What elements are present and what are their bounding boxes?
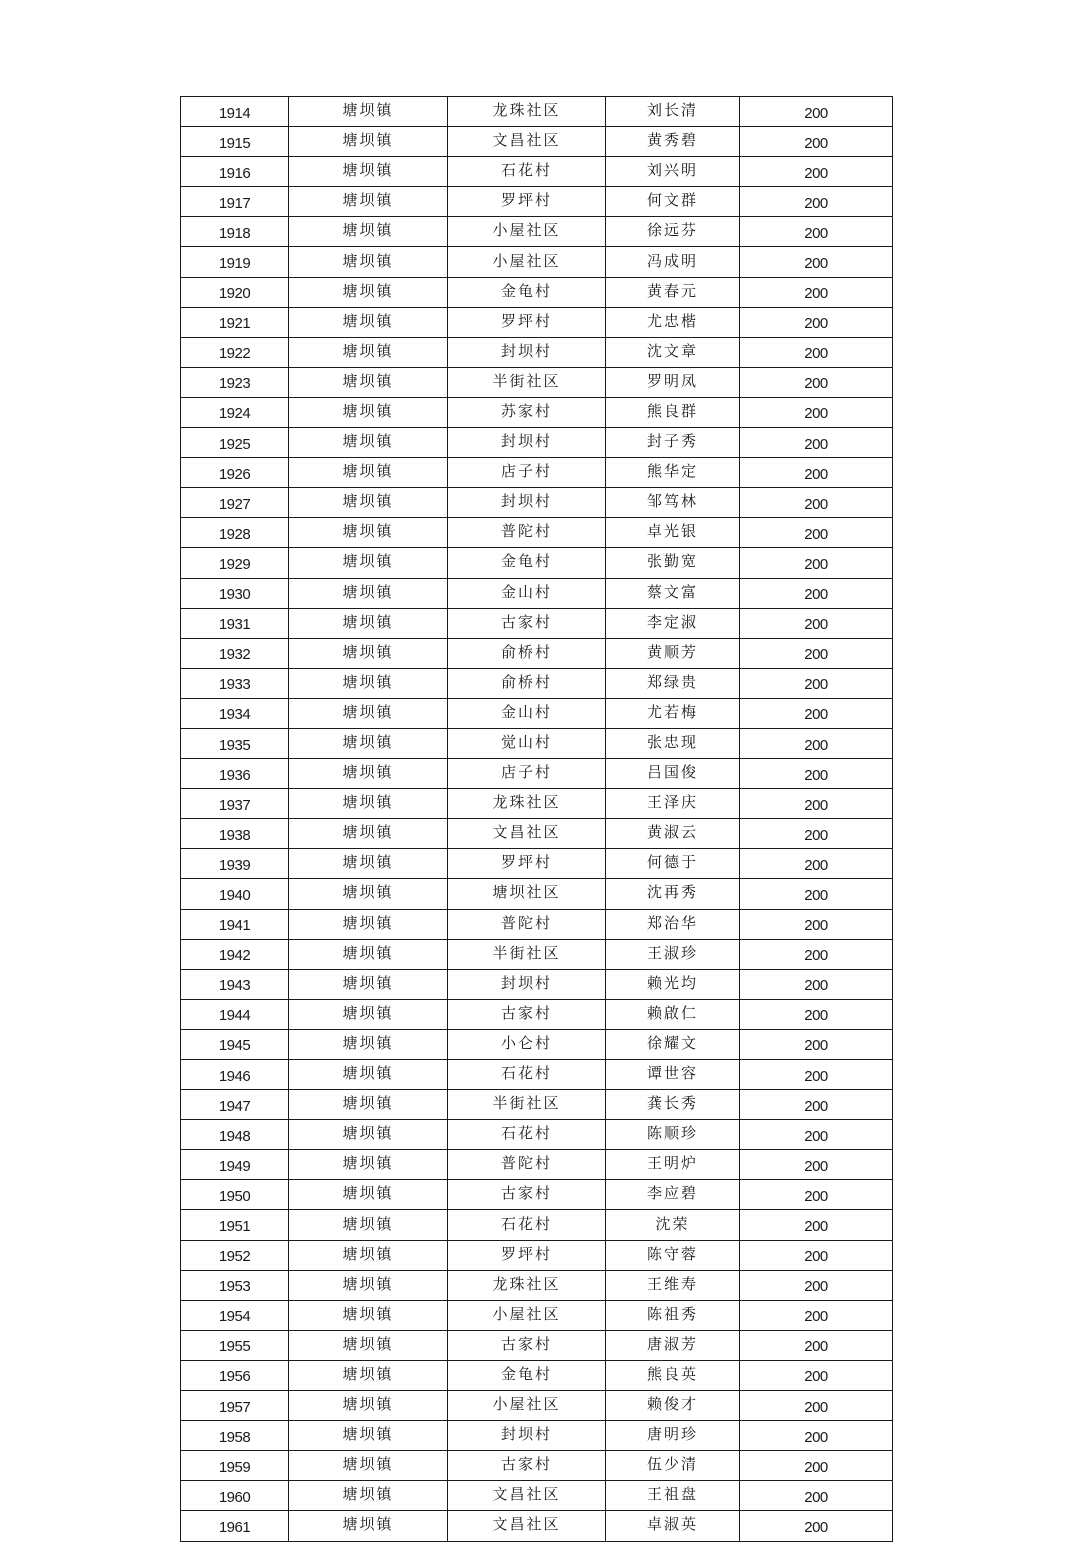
cell-amount: 200 xyxy=(740,1421,893,1451)
cell-town: 塘坝镇 xyxy=(289,127,448,157)
cell-serial-number: 1918 xyxy=(181,217,289,247)
cell-serial-number: 1949 xyxy=(181,1150,289,1180)
table-row xyxy=(181,1180,893,1210)
cell-amount: 200 xyxy=(740,578,893,608)
cell-amount: 200 xyxy=(740,217,893,247)
cell-serial-number: 1941 xyxy=(181,909,289,939)
cell-town: 塘坝镇 xyxy=(289,668,448,698)
cell-town: 塘坝镇 xyxy=(289,909,448,939)
cell-serial-number: 1927 xyxy=(181,488,289,518)
cell-person-name: 尤忠楷 xyxy=(606,307,740,337)
cell-amount: 200 xyxy=(740,668,893,698)
table-row xyxy=(181,759,893,789)
cell-person-name: 王泽庆 xyxy=(606,789,740,819)
cell-person-name: 赖啟仁 xyxy=(606,999,740,1029)
cell-amount: 200 xyxy=(740,1330,893,1360)
cell-amount: 200 xyxy=(740,277,893,307)
cell-serial-number: 1921 xyxy=(181,307,289,337)
cell-village: 小屋社区 xyxy=(448,1300,606,1330)
table-row xyxy=(181,1240,893,1270)
cell-amount: 200 xyxy=(740,909,893,939)
cell-town: 塘坝镇 xyxy=(289,728,448,758)
cell-person-name: 刘兴明 xyxy=(606,157,740,187)
cell-village: 龙珠社区 xyxy=(448,97,606,127)
cell-person-name: 唐明珍 xyxy=(606,1421,740,1451)
cell-village: 古家村 xyxy=(448,608,606,638)
cell-village: 店子村 xyxy=(448,458,606,488)
cell-person-name: 王维寿 xyxy=(606,1270,740,1300)
cell-amount: 200 xyxy=(740,1451,893,1481)
cell-serial-number: 1933 xyxy=(181,668,289,698)
cell-serial-number: 1929 xyxy=(181,548,289,578)
cell-serial-number: 1924 xyxy=(181,397,289,427)
cell-person-name: 陈守蓉 xyxy=(606,1240,740,1270)
cell-amount: 200 xyxy=(740,1210,893,1240)
cell-person-name: 何文群 xyxy=(606,187,740,217)
cell-person-name: 黄秀碧 xyxy=(606,127,740,157)
table-row xyxy=(181,728,893,758)
table-row xyxy=(181,1150,893,1180)
cell-village: 罗坪村 xyxy=(448,849,606,879)
table-row xyxy=(181,1391,893,1421)
cell-amount: 200 xyxy=(740,157,893,187)
cell-serial-number: 1950 xyxy=(181,1180,289,1210)
cell-village: 封坝村 xyxy=(448,969,606,999)
cell-town: 塘坝镇 xyxy=(289,1270,448,1300)
cell-village: 塘坝社区 xyxy=(448,879,606,909)
cell-village: 龙珠社区 xyxy=(448,1270,606,1300)
cell-village: 石花村 xyxy=(448,157,606,187)
cell-person-name: 龚长秀 xyxy=(606,1090,740,1120)
cell-town: 塘坝镇 xyxy=(289,548,448,578)
cell-village: 普陀村 xyxy=(448,909,606,939)
cell-town: 塘坝镇 xyxy=(289,1511,448,1541)
cell-serial-number: 1940 xyxy=(181,879,289,909)
cell-person-name: 沈再秀 xyxy=(606,879,740,909)
cell-town: 塘坝镇 xyxy=(289,939,448,969)
cell-amount: 200 xyxy=(740,1180,893,1210)
table-row xyxy=(181,608,893,638)
cell-town: 塘坝镇 xyxy=(289,458,448,488)
cell-serial-number: 1955 xyxy=(181,1330,289,1360)
cell-town: 塘坝镇 xyxy=(289,1330,448,1360)
cell-serial-number: 1923 xyxy=(181,367,289,397)
cell-serial-number: 1932 xyxy=(181,638,289,668)
cell-town: 塘坝镇 xyxy=(289,608,448,638)
cell-person-name: 熊良群 xyxy=(606,397,740,427)
cell-village: 普陀村 xyxy=(448,1150,606,1180)
cell-serial-number: 1948 xyxy=(181,1120,289,1150)
cell-amount: 200 xyxy=(740,397,893,427)
cell-person-name: 邹笃林 xyxy=(606,488,740,518)
cell-person-name: 伍少清 xyxy=(606,1451,740,1481)
cell-person-name: 沈文章 xyxy=(606,337,740,367)
cell-town: 塘坝镇 xyxy=(289,1300,448,1330)
cell-village: 半街社区 xyxy=(448,1090,606,1120)
cell-serial-number: 1956 xyxy=(181,1360,289,1390)
cell-person-name: 沈荣 xyxy=(606,1210,740,1240)
cell-serial-number: 1945 xyxy=(181,1029,289,1059)
cell-amount: 200 xyxy=(740,458,893,488)
cell-person-name: 陈祖秀 xyxy=(606,1300,740,1330)
cell-town: 塘坝镇 xyxy=(289,488,448,518)
cell-amount: 200 xyxy=(740,548,893,578)
cell-village: 封坝村 xyxy=(448,1421,606,1451)
cell-village: 石花村 xyxy=(448,1210,606,1240)
table-row xyxy=(181,879,893,909)
cell-town: 塘坝镇 xyxy=(289,1240,448,1270)
cell-village: 小屋社区 xyxy=(448,247,606,277)
cell-village: 金龟村 xyxy=(448,277,606,307)
table-row xyxy=(181,909,893,939)
subsidy-table-page xyxy=(180,96,892,1542)
cell-amount: 200 xyxy=(740,849,893,879)
cell-town: 塘坝镇 xyxy=(289,277,448,307)
table-row xyxy=(181,789,893,819)
cell-town: 塘坝镇 xyxy=(289,1360,448,1390)
cell-amount: 200 xyxy=(740,698,893,728)
cell-town: 塘坝镇 xyxy=(289,428,448,458)
cell-serial-number: 1953 xyxy=(181,1270,289,1300)
cell-village: 金山村 xyxy=(448,578,606,608)
cell-village: 罗坪村 xyxy=(448,1240,606,1270)
cell-village: 小屋社区 xyxy=(448,217,606,247)
cell-village: 苏家村 xyxy=(448,397,606,427)
table-row xyxy=(181,1090,893,1120)
cell-person-name: 吕国俊 xyxy=(606,759,740,789)
cell-town: 塘坝镇 xyxy=(289,97,448,127)
cell-amount: 200 xyxy=(740,367,893,397)
cell-village: 封坝村 xyxy=(448,488,606,518)
cell-person-name: 罗明凤 xyxy=(606,367,740,397)
cell-serial-number: 1919 xyxy=(181,247,289,277)
cell-person-name: 封子秀 xyxy=(606,428,740,458)
cell-serial-number: 1925 xyxy=(181,428,289,458)
cell-amount: 200 xyxy=(740,789,893,819)
table-row xyxy=(181,247,893,277)
table-row xyxy=(181,307,893,337)
cell-person-name: 黄春元 xyxy=(606,277,740,307)
cell-serial-number: 1961 xyxy=(181,1511,289,1541)
cell-amount: 200 xyxy=(740,1511,893,1541)
cell-town: 塘坝镇 xyxy=(289,518,448,548)
table-row xyxy=(181,1029,893,1059)
cell-town: 塘坝镇 xyxy=(289,879,448,909)
cell-serial-number: 1947 xyxy=(181,1090,289,1120)
cell-town: 塘坝镇 xyxy=(289,759,448,789)
cell-town: 塘坝镇 xyxy=(289,1060,448,1090)
table-row xyxy=(181,127,893,157)
cell-town: 塘坝镇 xyxy=(289,1481,448,1511)
cell-serial-number: 1951 xyxy=(181,1210,289,1240)
cell-serial-number: 1957 xyxy=(181,1391,289,1421)
subsidy-table xyxy=(180,96,893,1542)
cell-town: 塘坝镇 xyxy=(289,969,448,999)
table-row xyxy=(181,1330,893,1360)
cell-amount: 200 xyxy=(740,1090,893,1120)
table-row xyxy=(181,367,893,397)
cell-village: 金龟村 xyxy=(448,548,606,578)
cell-amount: 200 xyxy=(740,1120,893,1150)
cell-person-name: 卓光银 xyxy=(606,518,740,548)
cell-town: 塘坝镇 xyxy=(289,337,448,367)
cell-amount: 200 xyxy=(740,1060,893,1090)
cell-village: 龙珠社区 xyxy=(448,789,606,819)
table-row xyxy=(181,1481,893,1511)
cell-amount: 200 xyxy=(740,969,893,999)
cell-person-name: 郑绿贵 xyxy=(606,668,740,698)
cell-person-name: 谭世容 xyxy=(606,1060,740,1090)
cell-person-name: 冯成明 xyxy=(606,247,740,277)
cell-village: 小屋社区 xyxy=(448,1391,606,1421)
cell-person-name: 刘长清 xyxy=(606,97,740,127)
table-row xyxy=(181,1120,893,1150)
table-row xyxy=(181,97,893,127)
cell-town: 塘坝镇 xyxy=(289,1180,448,1210)
cell-amount: 200 xyxy=(740,247,893,277)
cell-serial-number: 1942 xyxy=(181,939,289,969)
cell-amount: 200 xyxy=(740,1481,893,1511)
cell-amount: 200 xyxy=(740,819,893,849)
cell-town: 塘坝镇 xyxy=(289,1421,448,1451)
cell-person-name: 卓淑英 xyxy=(606,1511,740,1541)
cell-serial-number: 1944 xyxy=(181,999,289,1029)
cell-person-name: 李应碧 xyxy=(606,1180,740,1210)
cell-village: 俞桥村 xyxy=(448,668,606,698)
cell-town: 塘坝镇 xyxy=(289,1120,448,1150)
cell-village: 罗坪村 xyxy=(448,307,606,337)
table-row xyxy=(181,157,893,187)
cell-village: 石花村 xyxy=(448,1120,606,1150)
cell-village: 罗坪村 xyxy=(448,187,606,217)
cell-village: 店子村 xyxy=(448,759,606,789)
cell-town: 塘坝镇 xyxy=(289,1210,448,1240)
cell-amount: 200 xyxy=(740,728,893,758)
cell-village: 觉山村 xyxy=(448,728,606,758)
cell-amount: 200 xyxy=(740,879,893,909)
cell-town: 塘坝镇 xyxy=(289,307,448,337)
cell-town: 塘坝镇 xyxy=(289,849,448,879)
cell-serial-number: 1959 xyxy=(181,1451,289,1481)
cell-village: 古家村 xyxy=(448,1180,606,1210)
table-row xyxy=(181,698,893,728)
table-row xyxy=(181,849,893,879)
cell-amount: 200 xyxy=(740,638,893,668)
cell-serial-number: 1958 xyxy=(181,1421,289,1451)
cell-amount: 200 xyxy=(740,1360,893,1390)
cell-person-name: 张忠现 xyxy=(606,728,740,758)
cell-village: 文昌社区 xyxy=(448,819,606,849)
cell-village: 文昌社区 xyxy=(448,127,606,157)
cell-person-name: 徐耀文 xyxy=(606,1029,740,1059)
cell-person-name: 唐淑芳 xyxy=(606,1330,740,1360)
cell-town: 塘坝镇 xyxy=(289,217,448,247)
table-row xyxy=(181,1421,893,1451)
cell-village: 封坝村 xyxy=(448,337,606,367)
table-row xyxy=(181,1360,893,1390)
cell-town: 塘坝镇 xyxy=(289,638,448,668)
table-row xyxy=(181,819,893,849)
table-row xyxy=(181,458,893,488)
cell-village: 文昌社区 xyxy=(448,1511,606,1541)
cell-person-name: 赖光均 xyxy=(606,969,740,999)
cell-town: 塘坝镇 xyxy=(289,367,448,397)
cell-amount: 200 xyxy=(740,1150,893,1180)
cell-person-name: 熊华定 xyxy=(606,458,740,488)
table-row xyxy=(181,548,893,578)
cell-serial-number: 1954 xyxy=(181,1300,289,1330)
cell-town: 塘坝镇 xyxy=(289,1029,448,1059)
cell-person-name: 熊良英 xyxy=(606,1360,740,1390)
cell-village: 古家村 xyxy=(448,1451,606,1481)
cell-amount: 200 xyxy=(740,518,893,548)
table-row xyxy=(181,638,893,668)
table-row xyxy=(181,999,893,1029)
cell-person-name: 张勤宽 xyxy=(606,548,740,578)
cell-village: 石花村 xyxy=(448,1060,606,1090)
cell-person-name: 王祖盘 xyxy=(606,1481,740,1511)
cell-village: 小仑村 xyxy=(448,1029,606,1059)
table-row xyxy=(181,1270,893,1300)
cell-town: 塘坝镇 xyxy=(289,789,448,819)
cell-serial-number: 1960 xyxy=(181,1481,289,1511)
cell-amount: 200 xyxy=(740,428,893,458)
cell-amount: 200 xyxy=(740,97,893,127)
cell-village: 古家村 xyxy=(448,999,606,1029)
table-row xyxy=(181,1511,893,1541)
cell-town: 塘坝镇 xyxy=(289,698,448,728)
table-row xyxy=(181,488,893,518)
cell-town: 塘坝镇 xyxy=(289,157,448,187)
cell-amount: 200 xyxy=(740,488,893,518)
cell-village: 古家村 xyxy=(448,1330,606,1360)
cell-amount: 200 xyxy=(740,1391,893,1421)
cell-town: 塘坝镇 xyxy=(289,247,448,277)
cell-amount: 200 xyxy=(740,1240,893,1270)
cell-serial-number: 1943 xyxy=(181,969,289,999)
table-body xyxy=(181,97,893,1542)
cell-serial-number: 1938 xyxy=(181,819,289,849)
table-row xyxy=(181,1210,893,1240)
table-row xyxy=(181,1451,893,1481)
cell-amount: 200 xyxy=(740,608,893,638)
cell-town: 塘坝镇 xyxy=(289,999,448,1029)
table-row xyxy=(181,277,893,307)
cell-serial-number: 1931 xyxy=(181,608,289,638)
cell-amount: 200 xyxy=(740,337,893,367)
cell-serial-number: 1935 xyxy=(181,728,289,758)
cell-serial-number: 1922 xyxy=(181,337,289,367)
table-row xyxy=(181,939,893,969)
cell-serial-number: 1936 xyxy=(181,759,289,789)
cell-town: 塘坝镇 xyxy=(289,1150,448,1180)
table-row xyxy=(181,217,893,247)
cell-serial-number: 1920 xyxy=(181,277,289,307)
table-row xyxy=(181,578,893,608)
cell-town: 塘坝镇 xyxy=(289,578,448,608)
cell-town: 塘坝镇 xyxy=(289,1451,448,1481)
table-row xyxy=(181,969,893,999)
cell-serial-number: 1937 xyxy=(181,789,289,819)
table-row xyxy=(181,1060,893,1090)
cell-person-name: 蔡文富 xyxy=(606,578,740,608)
cell-serial-number: 1930 xyxy=(181,578,289,608)
cell-town: 塘坝镇 xyxy=(289,819,448,849)
table-row xyxy=(181,668,893,698)
table-row xyxy=(181,337,893,367)
cell-town: 塘坝镇 xyxy=(289,187,448,217)
table-row xyxy=(181,428,893,458)
cell-town: 塘坝镇 xyxy=(289,397,448,427)
cell-person-name: 郑治华 xyxy=(606,909,740,939)
cell-person-name: 李定淑 xyxy=(606,608,740,638)
cell-serial-number: 1946 xyxy=(181,1060,289,1090)
cell-amount: 200 xyxy=(740,939,893,969)
cell-person-name: 尤若梅 xyxy=(606,698,740,728)
cell-serial-number: 1952 xyxy=(181,1240,289,1270)
cell-village: 半街社区 xyxy=(448,939,606,969)
table-row xyxy=(181,397,893,427)
cell-village: 封坝村 xyxy=(448,428,606,458)
table-row xyxy=(181,1300,893,1330)
cell-person-name: 王淑珍 xyxy=(606,939,740,969)
cell-serial-number: 1916 xyxy=(181,157,289,187)
cell-town: 塘坝镇 xyxy=(289,1090,448,1120)
cell-amount: 200 xyxy=(740,1270,893,1300)
cell-amount: 200 xyxy=(740,1300,893,1330)
cell-person-name: 王明炉 xyxy=(606,1150,740,1180)
cell-village: 俞桥村 xyxy=(448,638,606,668)
cell-serial-number: 1939 xyxy=(181,849,289,879)
cell-village: 金山村 xyxy=(448,698,606,728)
cell-serial-number: 1914 xyxy=(181,97,289,127)
cell-village: 金龟村 xyxy=(448,1360,606,1390)
cell-amount: 200 xyxy=(740,999,893,1029)
cell-village: 半街社区 xyxy=(448,367,606,397)
cell-person-name: 徐远芬 xyxy=(606,217,740,247)
cell-amount: 200 xyxy=(740,759,893,789)
cell-serial-number: 1917 xyxy=(181,187,289,217)
cell-person-name: 陈顺珍 xyxy=(606,1120,740,1150)
cell-amount: 200 xyxy=(740,1029,893,1059)
cell-person-name: 黄顺芳 xyxy=(606,638,740,668)
cell-serial-number: 1934 xyxy=(181,698,289,728)
cell-amount: 200 xyxy=(740,127,893,157)
cell-village: 文昌社区 xyxy=(448,1481,606,1511)
cell-person-name: 黄淑云 xyxy=(606,819,740,849)
cell-serial-number: 1915 xyxy=(181,127,289,157)
cell-amount: 200 xyxy=(740,187,893,217)
cell-amount: 200 xyxy=(740,307,893,337)
cell-town: 塘坝镇 xyxy=(289,1391,448,1421)
cell-serial-number: 1926 xyxy=(181,458,289,488)
table-row xyxy=(181,518,893,548)
cell-village: 普陀村 xyxy=(448,518,606,548)
cell-person-name: 何德于 xyxy=(606,849,740,879)
cell-person-name: 赖俊才 xyxy=(606,1391,740,1421)
cell-serial-number: 1928 xyxy=(181,518,289,548)
table-row xyxy=(181,187,893,217)
